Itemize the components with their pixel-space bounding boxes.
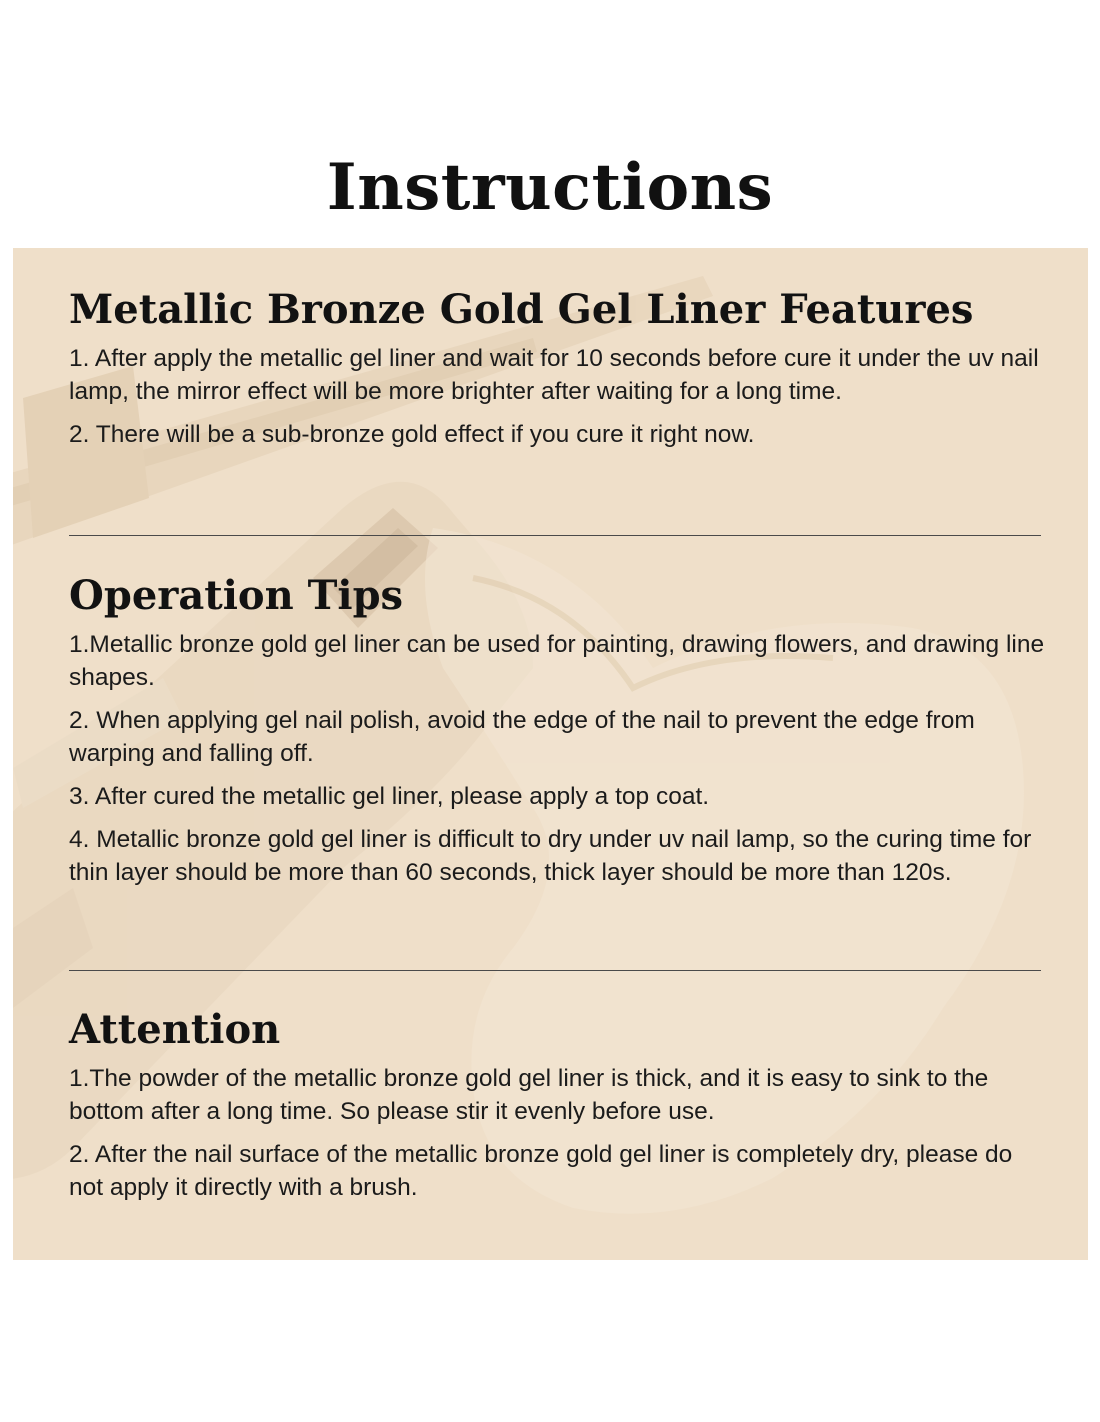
list-item: 2. When applying gel nail polish, avoid the edge of the nail to prevent the edge from warping and falling off. — [69, 707, 975, 767]
attention-section — [69, 1004, 1049, 1214]
features-heading: Metallic Bronze Gold Gel Liner Features — [69, 286, 974, 333]
features-list — [69, 342, 1049, 451]
page-title: Instructions — [326, 150, 774, 225]
instructions-panel — [13, 248, 1088, 1260]
section-divider — [69, 535, 1041, 536]
features-section — [69, 284, 1049, 461]
list-item: 4. Metallic bronze gold gel liner is difficult to dry under uv nail lamp, so the curing time for thin layer should be more than 60 seconds, thick layer should be more than 120s. — [69, 826, 1032, 886]
list-item: 1.The powder of the metallic bronze gold gel liner is thick, and it is easy to sink to the bottom after a long time. So please stir it evenly before use. — [69, 1065, 989, 1125]
list-item: 3. After cured the metallic gel liner, please apply a top coat. — [69, 783, 710, 810]
attention-list — [69, 1062, 1049, 1204]
list-item: 1.Metallic bronze gold gel liner can be used for painting, drawing flowers, and drawing line shapes. — [69, 631, 1045, 691]
operation-tips-heading: Operation Tips — [69, 572, 404, 619]
attention-heading: Attention — [69, 1006, 281, 1053]
list-item: 2. There will be a sub-bronze gold effect if you cure it right now. — [69, 421, 755, 448]
operation-tips-list — [69, 628, 1049, 889]
operation-tips-section — [69, 570, 1049, 899]
list-item: 2. After the nail surface of the metallic bronze gold gel liner is completely dry, please do not apply it directly with a brush. — [69, 1141, 1013, 1201]
list-item: 1. After apply the metallic gel liner and wait for 10 seconds before cure it under the uv nail lamp, the mirror effect will be more brighter after waiting for a long time. — [69, 345, 1039, 405]
section-divider — [69, 970, 1041, 971]
